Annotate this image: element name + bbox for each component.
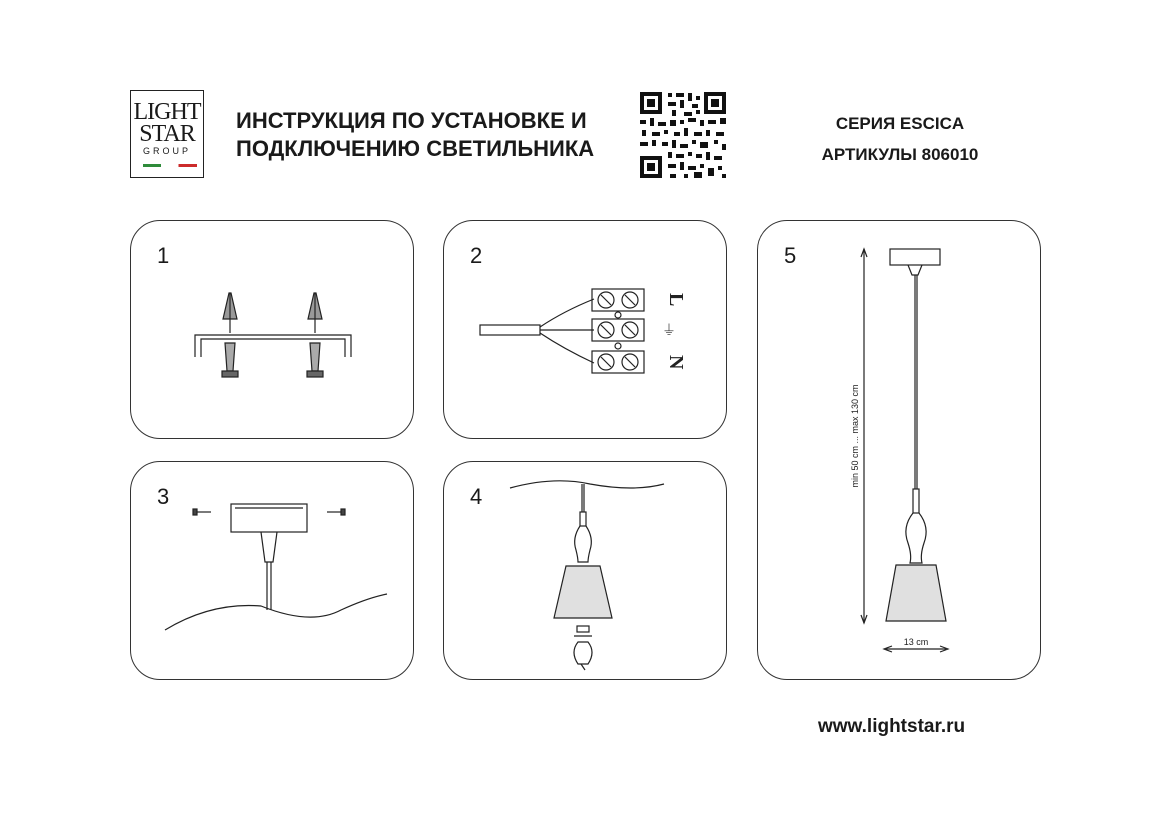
canopy-fixing-illustration bbox=[131, 462, 415, 681]
step-1-panel bbox=[130, 220, 414, 439]
logo-line-3: GROUP bbox=[142, 146, 191, 156]
height-range-label: min 50 cm ... max 130 cm bbox=[850, 384, 860, 488]
earth-label: ⏚ bbox=[662, 323, 676, 339]
step-3-panel bbox=[130, 461, 414, 680]
step-number: 4 bbox=[470, 484, 483, 509]
page-title bbox=[236, 107, 594, 163]
lightstar-logo bbox=[130, 90, 204, 178]
logo-line-1: LIGHT bbox=[133, 99, 201, 125]
logo-line-2: STAR bbox=[139, 121, 195, 147]
dimensions-illustration bbox=[758, 221, 1042, 681]
step-4-panel bbox=[443, 461, 727, 680]
qr-code-icon bbox=[638, 90, 728, 180]
step-number: 1 bbox=[157, 243, 170, 268]
title-line-2: ПОДКЛЮЧЕНИЮ СВЕТИЛЬНИКА bbox=[236, 136, 595, 161]
title-line-1: ИНСТРУКЦИЯ ПО УСТАНОВКЕ И bbox=[236, 108, 587, 133]
width-label: 13 cm bbox=[903, 637, 929, 647]
step-5-panel bbox=[757, 220, 1041, 680]
product-info bbox=[800, 108, 1000, 170]
series-name: СЕРИЯ ESCICA bbox=[835, 114, 965, 133]
neutral-label: N bbox=[665, 355, 687, 370]
step-number: 3 bbox=[157, 484, 170, 509]
website-link[interactable]: www.lightstar.ru bbox=[818, 716, 966, 737]
live-label: L bbox=[665, 293, 687, 307]
italian-flag-stripe bbox=[143, 164, 197, 167]
step-2-panel bbox=[443, 220, 727, 439]
bracket-mounting-illustration bbox=[131, 221, 415, 440]
article-number: АРТИКУЛЫ 806010 bbox=[821, 145, 979, 164]
step-number: 5 bbox=[784, 243, 797, 268]
step-number: 2 bbox=[470, 243, 483, 268]
wiring-terminal-illustration bbox=[444, 221, 728, 440]
bulb-install-illustration bbox=[444, 462, 728, 681]
